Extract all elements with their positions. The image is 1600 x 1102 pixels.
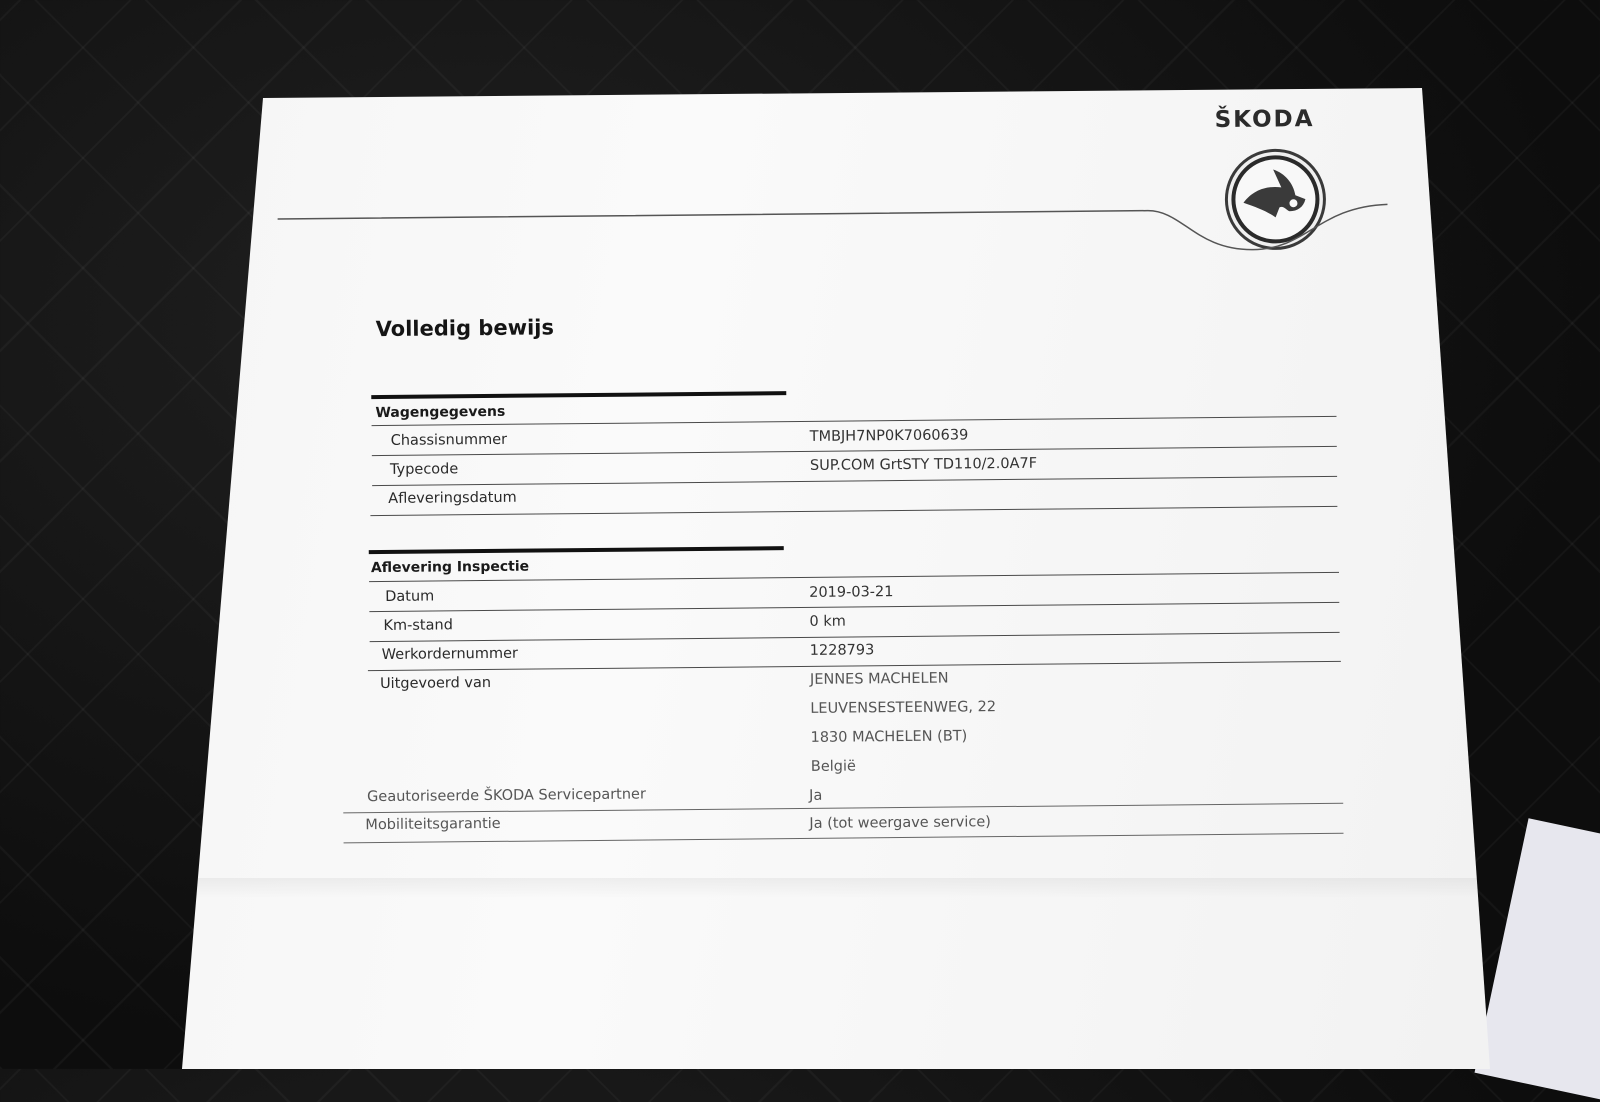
section-title-wagengegevens: Wagengegevens <box>375 403 506 422</box>
header-curve-line <box>277 200 1408 271</box>
value-dealer-country: België <box>810 758 856 775</box>
label-typecode: Typecode <box>389 461 459 478</box>
value-werkordernummer: 1228793 <box>809 642 875 659</box>
row-divider <box>372 446 1337 456</box>
value-km-stand: 0 km <box>809 613 846 630</box>
row-divider <box>370 506 1337 516</box>
row-divider <box>369 602 1339 612</box>
value-dealer-street: LEUVENSESTEENWEG, 22 <box>810 699 997 717</box>
document-title: Volledig bewijs <box>375 315 555 342</box>
brand-wordmark: ŠKODA <box>1214 106 1315 134</box>
label-datum: Datum <box>385 588 435 605</box>
label-werkordernummer: Werkordernummer <box>381 645 518 664</box>
value-servicepartner: Ja <box>809 787 823 804</box>
value-chassisnummer: TMBJH7NP0K7060639 <box>809 427 969 445</box>
value-dealer-city: 1830 MACHELEN (BT) <box>810 728 968 746</box>
row-divider <box>372 476 1337 486</box>
section-title-aflevering-inspectie: Aflevering Inspectie <box>370 558 530 577</box>
row-divider <box>343 803 1343 814</box>
value-typecode: SUP.COM GrtSTY TD110/2.0A7F <box>809 455 1038 474</box>
label-afleveringsdatum: Afleveringsdatum <box>388 489 517 507</box>
value-mobiliteitsgarantie: Ja (tot weergave service) <box>809 814 991 832</box>
row-divider <box>344 833 1344 844</box>
section-bar-wagengegevens <box>371 391 786 399</box>
value-datum: 2019-03-21 <box>809 584 894 601</box>
section-bar-aflevering-inspectie <box>369 546 784 554</box>
row-divider <box>370 632 1340 642</box>
value-dealer-name: JENNES MACHELEN <box>809 670 949 688</box>
row-divider <box>368 661 1341 671</box>
label-servicepartner: Geautoriseerde ŠKODA Servicepartner <box>367 786 646 806</box>
label-chassisnummer: Chassisnummer <box>390 431 508 449</box>
row-divider <box>372 416 1337 426</box>
label-uitgevoerd-van: Uitgevoerd van <box>379 674 492 693</box>
label-km-stand: Km-stand <box>383 617 453 635</box>
label-mobiliteitsgarantie: Mobiliteitsgarantie <box>365 815 501 834</box>
